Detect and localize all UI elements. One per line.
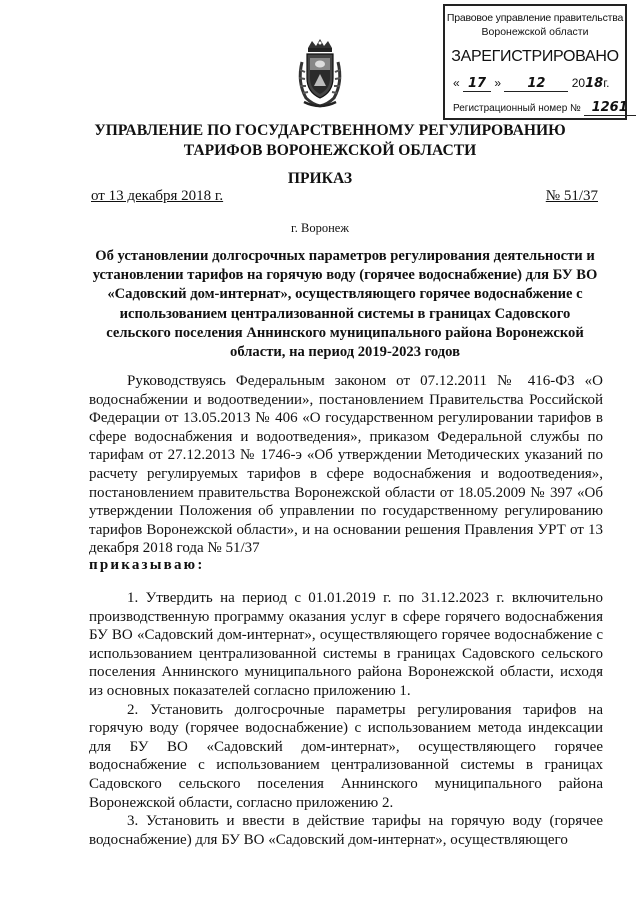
document-number: № 51/37 xyxy=(545,188,598,204)
issuer-heading-line1: УПРАВЛЕНИЕ ПО ГОСУДАРСТВЕННОМУ РЕГУЛИРОВАНИЮ xyxy=(94,122,566,139)
stamp-date-year-suffix: 18 xyxy=(585,76,604,91)
stamp-registered-label: ЗАРЕГИСТРИРОВАНО xyxy=(451,48,619,65)
document-city: г. Воронеж xyxy=(291,221,349,235)
order-items xyxy=(89,589,603,849)
stamp-date-quote-close: » xyxy=(494,76,502,90)
issuer-heading xyxy=(60,121,600,161)
stamp-date xyxy=(453,76,619,92)
document-type: ПРИКАЗ xyxy=(287,170,353,187)
stamp-reg-value: 1261 xyxy=(584,100,636,116)
preamble-block xyxy=(89,372,603,558)
order-item-1: 1. Утвердить на период с 01.01.2019 г. по 31.12.2023 г. включительно производственную программу оказания услуг в сфере горячего водоснабжения БУ ВО «Садовский дом-интернат», осуществляющего горячее водоснабжение с использованием централизованной системы в границах Садовского сельского поселения Аннинского муниципального района Воронежской области, исходя из основных показателей согласно приложению 1. xyxy=(89,590,603,699)
document-date: от 13 декабря 2018 г. xyxy=(91,188,224,204)
stamp-date-day-field xyxy=(463,76,491,92)
order-item-3: 3. Установить и ввести в действие тарифы на горячую воду (горячее водоснабжение) для БУ ВО «Садовский дом-интернат», осуществляющего xyxy=(89,813,603,848)
stamp-date-year-end: г. xyxy=(603,76,610,90)
order-item-2: 2. Установить долгосрочные параметры регулирования тарифов на горячую воду (горячее водоснабжение) с использованием метода индексации для БУ ВО «Садовский дом-интернат», осуществляющего горячее водоснабжение с использованием централизованной системы в границах Садовского сельского поселения Аннинского муниципального района Воронежской области, согласно приложению 2. xyxy=(89,701,603,811)
stamp-authority-line1: Правовое управление правительства xyxy=(446,12,624,24)
stamp-registration-number xyxy=(453,100,628,115)
stamp-date-month: 12 xyxy=(527,76,546,91)
preamble-paragraph: Руководствуясь Федеральным законом от 07.12.2011 № 416-ФЗ «О водоснабжении и водоотведении», постановлением Правительства Российской Федерации от 13.05.2013 № 406 «О государственном регулировании тарифов в сфере водоснабжения и водоотведения», приказом Федеральной службы по тарифам от 27.12.2013 № 1746-э «Об утверждении Методических указаний по расчету регулируемых тарифов в сфере водоснабжения и водоотведения», постановлением правительства Воронежской области от 18.05.2009 № 397 «Об утверждении Положения об управлении по государственному регулированию тарифов Воронежской области», и на основании решения Правления УРТ от 13 декабря 2018 года № 51/37 xyxy=(89,373,603,557)
registration-stamp xyxy=(443,4,627,120)
stamp-authority-line2: Воронежской области xyxy=(481,26,589,38)
stamp-date-year-prefix: 20 xyxy=(571,76,586,90)
stamp-date-day: 17 xyxy=(467,76,487,91)
stamp-reg-label: Регистрационный номер № xyxy=(453,103,581,114)
stamp-date-month-field xyxy=(504,76,568,92)
issuer-heading-line2: ТАРИФОВ ВОРОНЕЖСКОЙ ОБЛАСТИ xyxy=(183,142,477,159)
document-title: Об установлении долгосрочных параметров регулирования деятельности и установлении тарифов на горячую воду (горячее водоснабжение) для БУ ВО «Садовский дом-интернат», осуществляющего горячее водоснабжение с использованием централизованной системы в границах Садовского сельского поселения Аннинского муниципального района Воронежской области, на период 2019-2023 годов xyxy=(92,248,598,361)
coat-of-arms-emblem xyxy=(294,38,346,110)
stamp-date-quote-open: « xyxy=(453,76,460,90)
order-word: приказываю: xyxy=(89,557,205,573)
